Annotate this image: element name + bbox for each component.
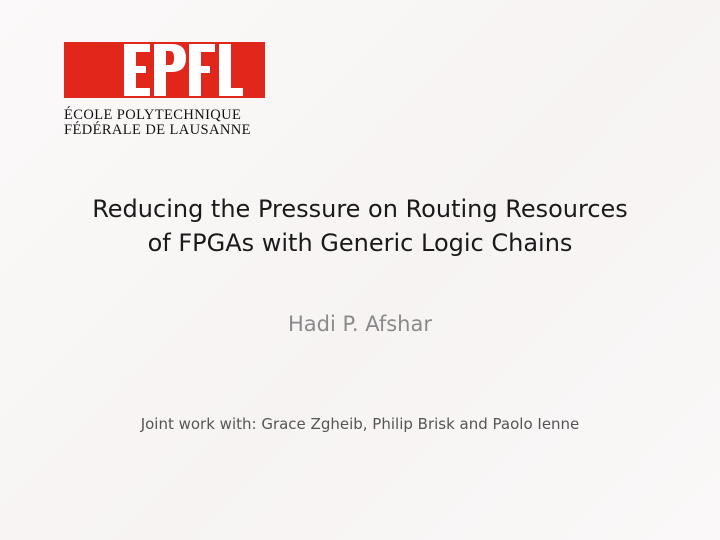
author-name: Hadi P. Afshar bbox=[287, 312, 432, 336]
joint-work-credits: Joint work with: Grace Zgheib, Philip Brisk and Paolo Ienne bbox=[140, 415, 580, 433]
epfl-logo-mark bbox=[64, 42, 265, 98]
slide-title-line-2: of FPGAs with Generic Logic Chains bbox=[147, 229, 573, 257]
slide-title-line-1: Reducing the Pressure on Routing Resources bbox=[92, 195, 628, 223]
epfl-logo bbox=[64, 42, 266, 138]
logo-text-line-1: ÉCOLE POLYTECHNIQUE bbox=[64, 107, 242, 123]
epfl-wordmark-graphic bbox=[64, 42, 265, 98]
logo-text-line-2: FÉDÉRALE DE LAUSANNE bbox=[64, 122, 251, 138]
slide-title bbox=[40, 192, 680, 260]
